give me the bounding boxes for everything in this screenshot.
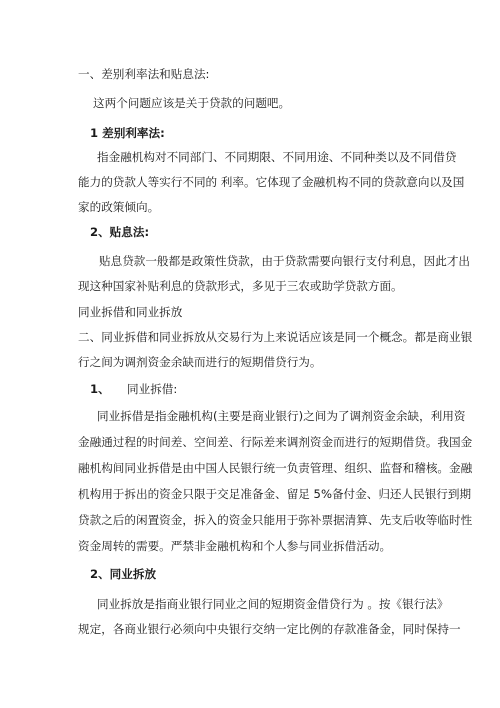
paragraph-line: 同业拆放是指商业银行同业之间的短期资金借贷行为 。按《银行法》 [97,597,449,611]
paragraph-line: 贴息贷款一般都是政策性贷款，由于贷款需要向银行支付利息，因此才出 [99,254,471,268]
section-1-intro: 这两个问题应该是关于贷款的问题吧。 [93,96,291,110]
sub-2-title: 2、贴息法: [90,225,150,239]
paragraph-line: 规定，各商业银行必须向中央银行交纳一定比例的存款准备金，同时保持一 [78,622,461,636]
paragraph-line: 同业拆借是指金融机构(主要是商业银行)之间为了调剂资金余缺，利用资 [97,409,466,423]
paragraph-line: 家的政策倾向。 [78,200,160,214]
paragraph-line: 融机构间同业拆借是由中国人民银行统一负责管理、组织、监督和稽核。金融 [78,461,473,475]
sub-2-title: 2、同业拆放 [90,567,157,581]
section-2-heading: 二、同业拆借和同业拆放从交易行为上来说话应该是同一个概念。都是商业银 [78,330,473,344]
section-2-heading: 行之间为调剂资金余缺而进行的短期借贷行为。 [78,355,322,369]
paragraph-line: 资金周转的需要。严禁非金融机构和个人参与同业拆借活动。 [78,539,392,553]
paragraph-line: 机构用于拆出的资金只限于交足准备金、留足 5%备付金、归还人民银行到期 [78,487,472,501]
sub-1-title: 同业拆借: [127,382,178,396]
divider-title: 同业拆借和同业拆放 [78,305,183,319]
paragraph-line: 金融通过程的时间差、空间差、行际差来调剂资金而进行的短期借贷。我国金 [78,435,473,449]
paragraph-line: 贷款之后的闲置资金，拆入的资金只能用于弥补票据清算、先支后收等临时性 [78,513,473,527]
sub-1-title: 1 差别利率法: [90,126,165,140]
paragraph-line: 能力的贷款人等实行不同的 利率。它体现了金融机构不同的贷款意向以及国 [78,175,465,189]
section-1-heading: 一、差别利率法和贴息法: [78,67,210,81]
sub-1-number: 1、 [90,382,110,396]
paragraph-line: 指金融机构对不同部门、不同期限、不同用途、不同种类以及不同借贷 [97,150,457,164]
paragraph-line: 现这种国家补贴利息的贷款形式，多见于三农或助学贷款方面。 [78,279,403,293]
